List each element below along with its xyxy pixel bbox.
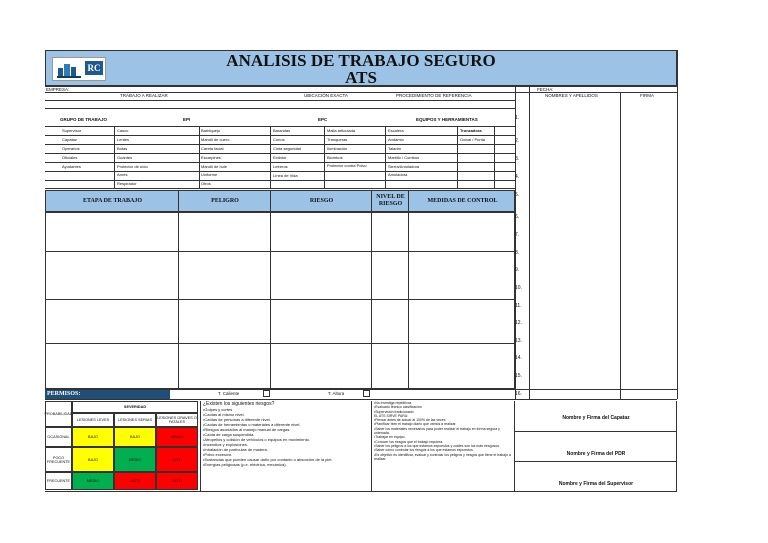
probability-row: POCO FRECUENTE bbox=[45, 447, 72, 472]
logo-text: RC bbox=[85, 61, 103, 75]
risk-cell: ALTO bbox=[114, 472, 156, 490]
list-item: Operarios bbox=[62, 146, 80, 151]
page-subtitle: ATS bbox=[345, 68, 377, 87]
list-item: 6. bbox=[515, 214, 520, 220]
list-item: Ayudantes bbox=[62, 164, 81, 169]
risk-cell: ALTO bbox=[156, 472, 198, 490]
list-item: 7. bbox=[515, 232, 520, 238]
list-item: •Riesgos asociados al manejo manual de cargas. bbox=[203, 427, 291, 432]
list-item: •Supervisión tradicionado bbox=[374, 409, 414, 414]
list-item: •Energías peligrosas (p.e. eléctrica, mecánica). bbox=[203, 462, 287, 467]
hazards-heading: ¿Existen los siguientes riesgos? bbox=[203, 401, 275, 407]
probability-row: FRECUENTE bbox=[45, 472, 72, 490]
list-item: •No investiga repetitivos bbox=[374, 401, 412, 405]
firma-label: FIRMA bbox=[640, 93, 654, 98]
list-item: •Atropellos y colisión de vehículos o equipos en movimiento. bbox=[203, 437, 311, 442]
list-item: 9. bbox=[515, 267, 520, 273]
list-item: Protector de oído bbox=[117, 164, 148, 169]
list-item: Barandas bbox=[273, 128, 291, 133]
list-item: 12. bbox=[515, 320, 522, 326]
altura-checkbox[interactable] bbox=[363, 390, 370, 397]
list-item: 14. bbox=[515, 355, 522, 361]
list-item: Línea de Vida bbox=[273, 173, 298, 178]
list-item: Careta facial bbox=[201, 146, 224, 151]
list-item: 16. bbox=[515, 391, 522, 397]
hazards-box bbox=[200, 401, 370, 491]
capataz-signature[interactable]: Nombre y Firma del Capataz bbox=[562, 415, 630, 421]
list-item: 8. bbox=[515, 250, 520, 256]
signature-box[interactable] bbox=[515, 401, 677, 491]
list-item: Cinta seguridad bbox=[273, 146, 302, 151]
list-item: Biombos bbox=[327, 155, 343, 160]
list-item: Andamio bbox=[388, 137, 404, 142]
list-item: •Trabajar en equipo. bbox=[374, 435, 406, 440]
column-header: RIESGO bbox=[309, 198, 334, 204]
list-item: •Golpes y cortes bbox=[203, 407, 233, 412]
list-item: 4. bbox=[515, 174, 520, 180]
severity-col: LESIONES SERIAS bbox=[114, 413, 156, 427]
list-item: Martillo / Combos bbox=[388, 155, 420, 160]
column-header: PELIGRO bbox=[211, 198, 239, 204]
permisos-label: PERMISOS: bbox=[47, 391, 81, 397]
epi-header: EPI bbox=[183, 117, 191, 122]
severity-col: LESIONES LEVES bbox=[72, 413, 114, 427]
list-item: Supervisor bbox=[62, 128, 82, 133]
list-item: Otros bbox=[201, 181, 211, 186]
list-item: 15. bbox=[515, 373, 522, 379]
list-item: Capataz bbox=[62, 137, 77, 142]
risk-cell: ALTO bbox=[156, 447, 198, 472]
risk-cell: MEDIO bbox=[72, 472, 114, 490]
list-item: •Caída de carga suspendida. bbox=[203, 432, 255, 437]
table-header bbox=[45, 190, 515, 212]
list-item: 5. bbox=[515, 192, 520, 198]
list-item: •Inhalación de partículas de madera. bbox=[203, 447, 268, 452]
list-item: 3. bbox=[515, 156, 520, 162]
risk-cell: MEDIO bbox=[156, 427, 198, 447]
equipos-header: EQUIPOS Y HERRAMIENTAS bbox=[416, 117, 478, 122]
altura-label: T. Altura bbox=[328, 391, 345, 396]
list-item: •Saber los materiales necesarios para poder realizar el trabajo en forma segura y ordenada. bbox=[374, 426, 500, 436]
list-item: Respirador bbox=[117, 181, 137, 186]
empresa-label: EMPRESA: bbox=[46, 87, 70, 92]
fecha-label: FECHA: bbox=[537, 87, 554, 92]
risk-cell: MEDIO bbox=[114, 447, 156, 472]
severidad-header: SEVERIDAD bbox=[72, 401, 198, 413]
list-item: •Polvo excesivo. bbox=[203, 452, 233, 457]
list-item: •Incendios y explosiones. bbox=[203, 442, 248, 447]
probability-row: OCASIONAL bbox=[45, 427, 72, 447]
page-title: ANALISIS DE TRABAJO SEGURO bbox=[226, 51, 496, 70]
list-item: Mandil de hule bbox=[201, 164, 228, 169]
list-item: •Caídas de herramientas o materiales a diferente nivel. bbox=[203, 422, 301, 427]
list-item: Uniforme bbox=[201, 172, 218, 177]
probabilidad-header: PROBABILIDAD bbox=[45, 401, 72, 427]
list-item: •Es objetivo es identificar, evaluar y controlar los peligros y riesgos que tiene el trabajo a realizar. bbox=[374, 452, 511, 461]
risk-cell: BAJO bbox=[72, 427, 114, 447]
list-item: •Pensar antes de actuar al 100% de las veces bbox=[374, 418, 446, 423]
list-item: •Planificar bien el trabajo diario que vamos a realizar. bbox=[374, 422, 457, 427]
list-item: Casco bbox=[117, 128, 129, 133]
pdr-signature[interactable]: Nombre y Firma del PDR bbox=[566, 451, 626, 457]
list-item: •Conocer los riesgos que el trabajo requiera. bbox=[374, 439, 444, 444]
trabajo-label: TRABAJO A REALIZAR bbox=[120, 93, 168, 98]
title-box bbox=[45, 50, 677, 86]
list-item: Amoladora bbox=[388, 172, 408, 177]
notes-box bbox=[371, 401, 515, 491]
list-item: Lentes bbox=[117, 137, 130, 142]
list-item: EL ATS SIRVE PARA: bbox=[374, 413, 409, 418]
list-item: Letreros bbox=[273, 164, 288, 169]
list-item: Arnés bbox=[117, 172, 128, 177]
list-item: Guantes bbox=[117, 155, 133, 160]
list-item: Escalera bbox=[388, 128, 404, 133]
list-item: Oxical / Punta bbox=[460, 137, 485, 142]
severity-col: LESIONES GRAVES O FATALES bbox=[156, 413, 198, 427]
list-item: 11. bbox=[515, 303, 522, 309]
list-item: Conos bbox=[273, 137, 285, 142]
list-item: Tranqueras bbox=[327, 137, 348, 142]
column-header: ETAPA DE TRABAJO bbox=[82, 198, 142, 204]
grupo-header: GRUPO DE TRABAJO bbox=[60, 117, 108, 122]
procedimiento-label: PROCEDIMIENTO DE REFERENCIA bbox=[396, 93, 472, 98]
list-item: Protector contra Polvo bbox=[327, 164, 367, 168]
nombres-label: NOMBRES Y APELLIDOS bbox=[545, 93, 598, 98]
list-item: Barbiquejo bbox=[201, 128, 221, 133]
list-item: •Caídas al mismo nivel. bbox=[203, 412, 245, 417]
list-item: Iluminación bbox=[327, 146, 348, 151]
list-item: Malla articulada bbox=[327, 128, 356, 133]
list-item: 2. bbox=[515, 138, 520, 144]
risk-cell: BAJO bbox=[114, 427, 156, 447]
list-item: •Sustancias que pueden causar daño por contacto o absorción de la piel. bbox=[203, 457, 333, 462]
column-header: NIVEL DE RIESGO bbox=[376, 194, 405, 207]
list-item: •Saber cómo controlar los riesgos a los que estamos expuestos. bbox=[374, 448, 474, 453]
list-item: 1. bbox=[515, 115, 520, 121]
ubicacion-label: UBICACIÓN EXACTA bbox=[304, 93, 348, 98]
list-item: •Caídas de personas a diferente nivel. bbox=[203, 417, 271, 422]
supervisor-signature[interactable]: Nombre y Firma del Supervisor bbox=[558, 481, 634, 487]
caliente-label: T. Caliente bbox=[218, 391, 240, 396]
list-item: 10. bbox=[515, 285, 522, 291]
epc-header: EPC bbox=[318, 117, 328, 122]
list-item: 13. bbox=[515, 338, 522, 344]
list-item: Escarpines bbox=[201, 155, 221, 160]
list-item: Tronzadora bbox=[460, 128, 482, 133]
caliente-checkbox[interactable] bbox=[263, 390, 270, 397]
risk-cell: BAJO bbox=[72, 447, 114, 472]
list-item: Botas bbox=[117, 146, 128, 151]
list-item: Mandil de cuero bbox=[201, 137, 230, 142]
work-table[interactable] bbox=[45, 212, 515, 389]
column-header: MEDIDAS DE CONTROL bbox=[427, 198, 498, 204]
list-item: Extintor bbox=[273, 155, 287, 160]
list-item: •Saber los peligros a los que estamos expuestos y cuáles son los más riesgosos. bbox=[374, 443, 500, 448]
list-item: Sierra/Amoladora bbox=[388, 164, 420, 169]
list-item: •Evaluado técnico clasificación bbox=[374, 405, 422, 410]
list-item: Taladro bbox=[388, 146, 402, 151]
list-item: Oficiales bbox=[62, 155, 78, 160]
